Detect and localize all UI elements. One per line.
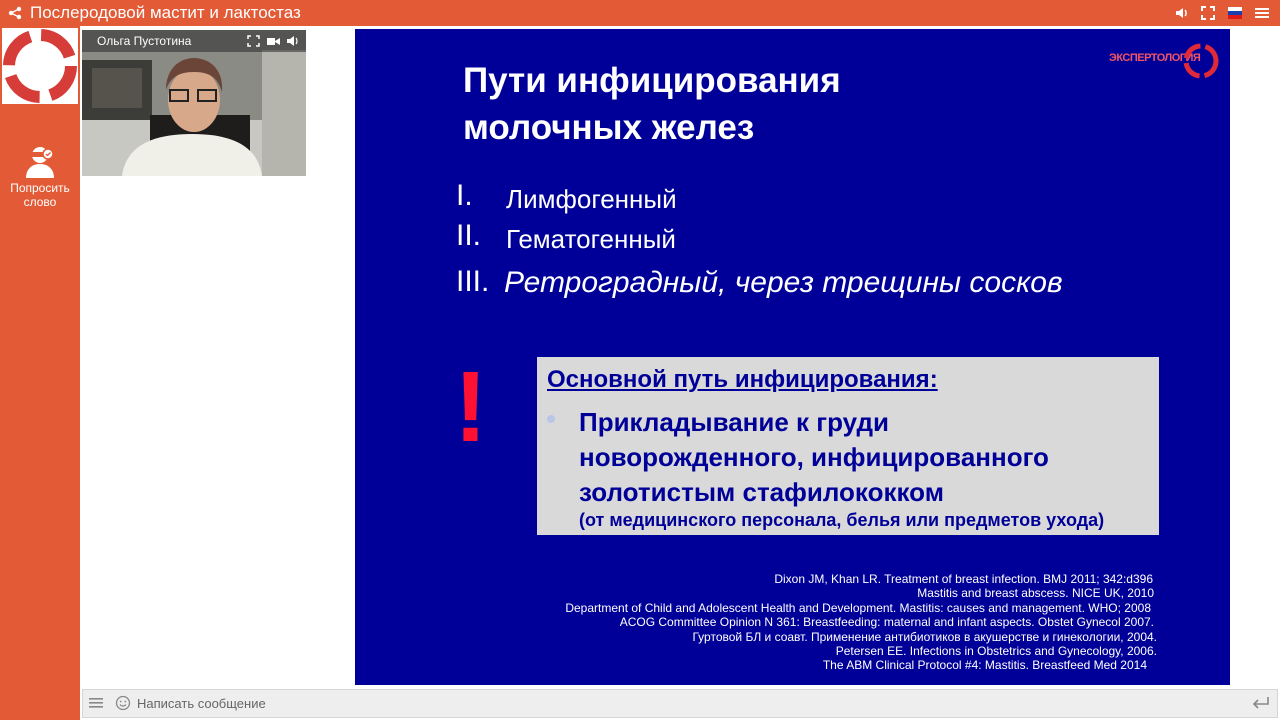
route-text: Ретроградный, через трещины сосков <box>504 266 1063 299</box>
ask-to-speak-button[interactable] <box>0 144 80 214</box>
webinar-title: Послеродовой мастит и лактостаз <box>30 3 301 22</box>
language-flag-icon[interactable] <box>1227 5 1243 21</box>
fullscreen-icon[interactable] <box>1200 5 1216 21</box>
message-input[interactable] <box>137 693 1227 714</box>
menu-icon[interactable] <box>1254 5 1270 21</box>
route-text: Лимфогенный <box>506 184 677 214</box>
bullet-line3: золотистым стафилококком <box>579 477 944 507</box>
main-route-box <box>537 357 1159 535</box>
camera-icon[interactable] <box>267 35 280 47</box>
video-header <box>82 30 306 52</box>
reference-item: The ABM Clinical Protocol #4: Mastitis. Breastfeed Med 2014 <box>822 658 1147 673</box>
bullet-line1: Прикладывание к груди <box>579 407 889 437</box>
slide-title-line2: молочных желез <box>463 108 755 147</box>
box-note: (от медицинского персонала, белья или предметов ухода) <box>579 510 1105 530</box>
bullet-dot <box>547 415 555 423</box>
slide-title <box>463 57 1023 151</box>
reference-item: Mastitis and breast abscess. NICE UK, 2010 <box>917 586 1154 601</box>
presenter-video[interactable] <box>82 30 306 176</box>
route-number: III. <box>456 265 490 298</box>
route-number: I. <box>456 179 473 212</box>
expand-icon[interactable] <box>247 35 260 47</box>
bullet-line2: новорожденного, инфицированного <box>579 442 1049 472</box>
speaker-icon[interactable] <box>286 35 299 47</box>
top-bar <box>0 0 1280 26</box>
left-sidebar <box>0 26 80 720</box>
references-list <box>565 572 1157 673</box>
chat-bar <box>82 689 1278 718</box>
route-number: II. <box>456 219 482 252</box>
slide-title-line1: Пути инфицирования <box>463 61 841 100</box>
ask-label-line1: Попросить <box>10 181 70 195</box>
list-icon[interactable] <box>89 696 103 710</box>
box-heading: Основной путь инфицирования: <box>547 366 938 393</box>
share-icon[interactable] <box>8 6 22 20</box>
presentation-slide <box>355 29 1230 685</box>
exclamation-mark: ! <box>454 351 488 463</box>
expertologia-logo <box>2 28 78 104</box>
ask-label-line2: слово <box>23 195 57 209</box>
presenter-name: Ольга Пустотина <box>97 34 192 48</box>
volume-icon[interactable] <box>1174 5 1190 21</box>
route-text: Гематогенный <box>506 224 676 254</box>
reference-item: Department of Child and Adolescent Health and Development. Mastitis: causes and management. WHO; 2008 <box>565 600 1151 615</box>
reference-item: Dixon JM, Khan LR. Treatment of breast infection. BMJ 2011; 342:d396 <box>774 572 1153 586</box>
brand-logo <box>1109 41 1221 81</box>
brand-ring-icon <box>1181 41 1221 81</box>
reference-item: Petersen EE. Infections in Obstetrics and Gynecology, 2006. <box>835 644 1157 659</box>
logo <box>2 28 78 104</box>
reference-item: ACOG Committee Opinion N 361: Breastfeeding: maternal and infant aspects. Obstet Gynecol 2007. <box>619 615 1154 630</box>
send-icon[interactable] <box>1251 695 1271 711</box>
raise-hand-icon <box>22 144 58 178</box>
emoji-icon[interactable] <box>115 695 131 711</box>
reference-item: Гуртовой БЛ и соавт. Применение антибиотиков в акушерстве и гинекологии, 2004. <box>692 629 1157 644</box>
brand-text: ЭКСПЕРТОЛОГИЯ <box>1109 52 1201 64</box>
box-bullet-text <box>579 405 1049 510</box>
